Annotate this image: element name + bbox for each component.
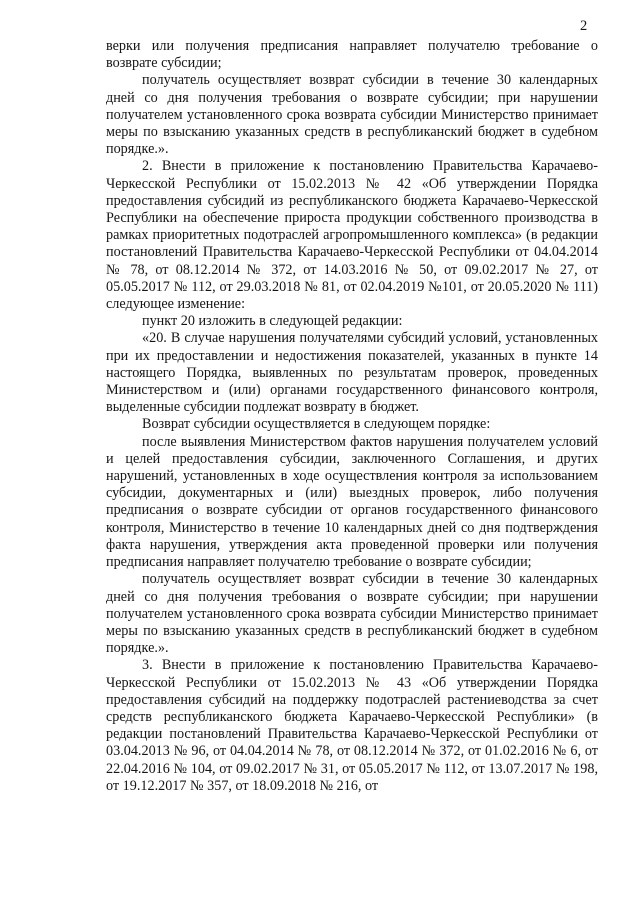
- paragraph-item-3: 3. Внести в приложение к постановлению Правительства Карачаево-Черкесской Республики от 15.02.2013 № 43 «Об утверждении Порядка предоставления субсидий на поддержку подотраслей растениеводства за счет средств республиканского бюджета Карачаево-Черкесской Республики» (в редакции постановлений Правительства Карачаево-Черкесской Республики от 03.04.2013 № 96, от 04.04.2014 № 78, от 08.12.2014 № 372, от 01.02.2016 № 6, от 22.04.2016 № 104, от 09.02.2017 № 31, от 05.05.2017 № 112, от 13.07.2017 № 198, от 19.12.2017 № 357, от 18.09.2018 № 216, от: [106, 657, 598, 794]
- paragraph-item-2: 2. Внести в приложение к постановлению Правительства Карачаево-Черкесской Республики от 15.02.2013 № 42 «Об утверждении Порядка предоставления субсидий из республиканского бюджета Карачаево-Черкесской Республики на обеспечение прироста продукции собственного производства в рамках приоритетных подотраслей агропромышленного комплекса» (в редакции постановлений Правительства Карачаево-Черкесской Республики от 04.04.2014 № 78, от 08.12.2014 № 372, от 14.03.2016 № 50, от 09.02.2017 № 27, от 05.05.2017 № 112, от 29.03.2018 № 81, от 02.04.2019 №101, от 20.05.2020 № 111) следующее изменение:: [106, 158, 598, 313]
- page-number: 2: [580, 18, 588, 34]
- paragraph-clause-20: «20. В случае нарушения получателями субсидий условий, установленных при их предоставлении и недостижения показателей, указанных в пункте 14 настоящего Порядка, выявленных по результатам проверок, проведенных Министерством и (или) органами государственного финансового контроля, выделенные субсидии подлежат возврату в бюджет.: [106, 330, 598, 416]
- paragraph-clause-20-intro: пункт 20 изложить в следующей редакции:: [142, 313, 403, 330]
- paragraph-refund-deadline-2: получатель осуществляет возврат субсидии в течение 30 календарных дней со дня получения требования о возврате субсидии; при нарушении получателем установленного срока возврата субсидии Министерство принимает меры по взысканию указанных средств в республиканский бюджет в судебном порядке.».: [106, 571, 598, 657]
- paragraph-refund-order: Возврат субсидии осуществляется в следующем порядке:: [142, 416, 491, 433]
- paragraph-violation-procedure: после выявления Министерством фактов нарушения получателем условий и целей предоставления субсидии, заключенного Соглашения, и других нарушений, установленных в ходе осуществления контроля за использованием субсидии, документарных и (или) выездных проверок, либо получения предписания о возврате субсидии от органов государственного финансового контроля, Министерство в течение 10 календарных дней со дня подтверждения факта нарушения, утверждения акта проведенной проверки или получения предписания направляет получателю требование о возврате субсидии;: [106, 433, 598, 571]
- paragraph-refund-deadline: получатель осуществляет возврат субсидии в течение 30 календарных дней со дня получения требования о возврате субсидии; при нарушении получателем установленного срока возврата субсидии Министерство принимает меры по взысканию указанных средств в республиканский бюджет в судебном порядке.».: [106, 72, 598, 158]
- paragraph-continuation: верки или получения предписания направляет получателю требование о возврате субсидии;: [106, 38, 598, 72]
- document-body: [106, 38, 598, 795]
